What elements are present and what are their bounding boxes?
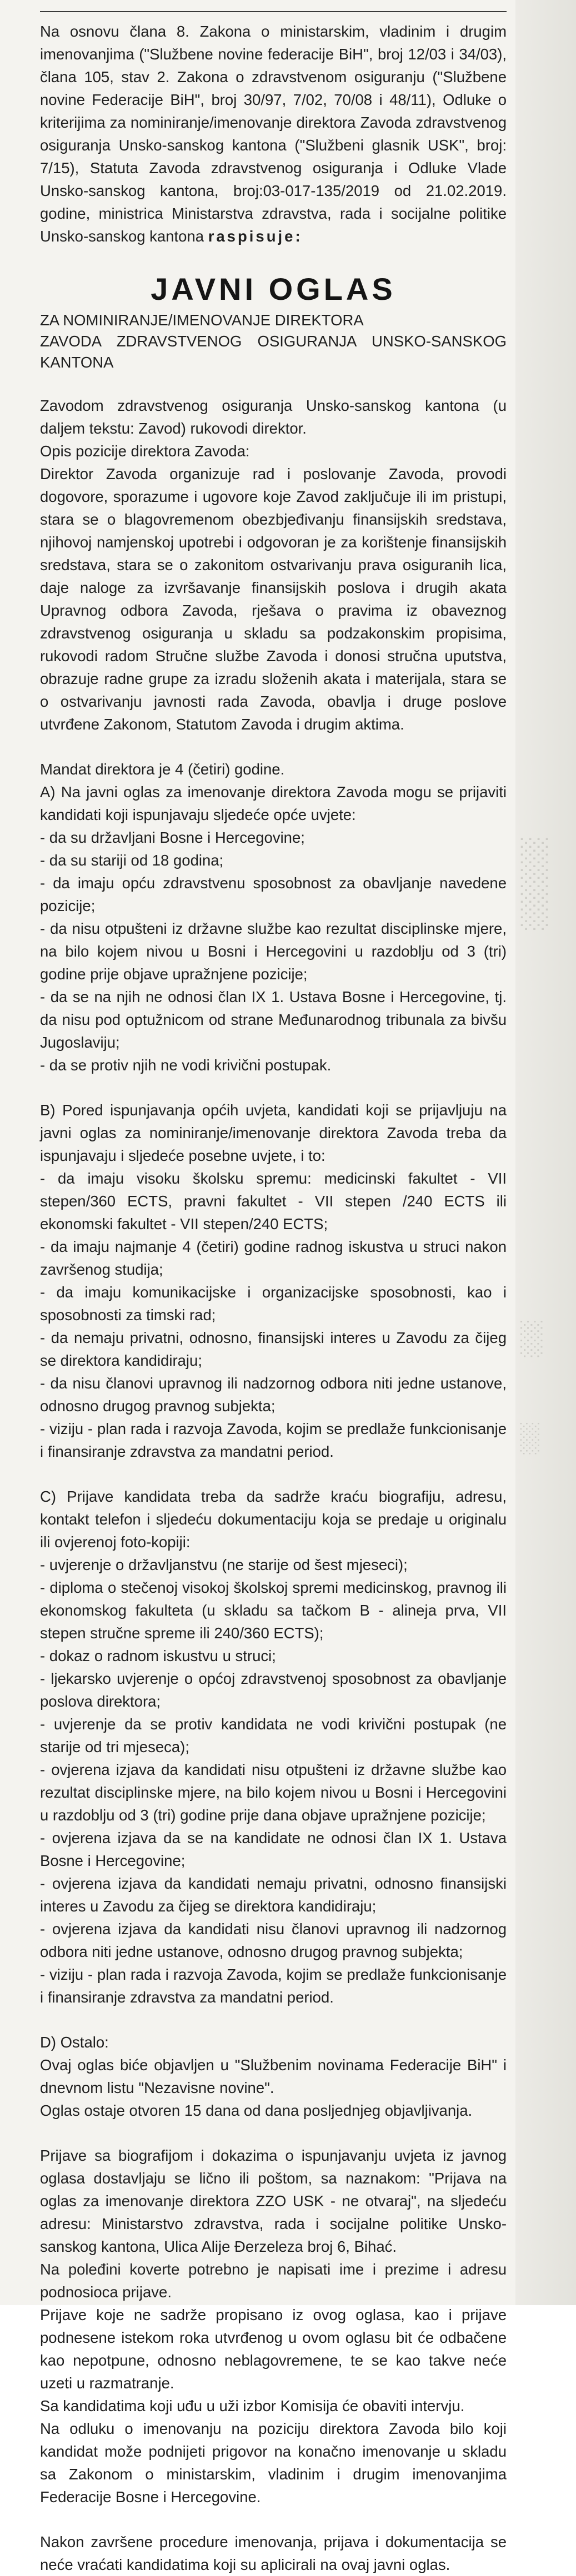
submission-block (40, 2144, 507, 2508)
notice-subtitle-1: ZA NOMINIRANJE/IMENOVANJE DIREKTORA (40, 311, 364, 329)
notice-subtitle-2: ZAVODA ZDRAVSTVENOG OSIGURANJA UNSKO-SANSKOG KANTONA (40, 333, 507, 371)
list-item: - da imaju visoku školsku spremu: medicinski fakultet - VII stepen/360 ECTS, pravni fakultet - VII stepen /240 ECTS ili ekonomski fakultet - VII stepen/240 ECTS; (40, 1170, 507, 1232)
list-item: - da imaju komunikacijske i organizacijske sposobnosti, kao i sposobnosti za timski rad; (40, 1284, 507, 1324)
section-c-heading: C) Prijave kandidata treba da sadrže kraću biografiju, adresu, kontakt telefon i sljedeću dokumentaciju koja se predaje u originalu ili ovjerenoj foto-kopiji: (40, 1488, 507, 1551)
list-item: - ovjerena izjava da kandidati nemaju privatni, odnosno finansijski interes u Zavodu za čijeg se direktora kandidiraju; (40, 1875, 507, 1915)
section-b-heading: B) Pored ispunjavanja općih uvjeta, kandidati koji se prijavljuju na javni oglas za nominiranje/imenovanje direktora Zavoda treba da ispunjavaju i sljedeće posebne uvjete, i to: (40, 1101, 507, 1164)
section-d (40, 2031, 507, 2122)
intro-verb: raspisuje: (208, 228, 303, 245)
top-rule (40, 11, 507, 12)
list-item: - uvjerenje da se protiv kandidata ne vodi krivični postupak (ne starije od tri mjeseca); (40, 1715, 507, 1755)
rejection-text: Prijave koje ne sadrže propisano iz ovog oglasa, kao i prijave podnesene istekom roka utvrđenog u ovom oglasu bit će odbačene kao nepotpune, odnosno neblagovremene, te se kao takve neće uzeti u razmatranje. (40, 2306, 507, 2392)
appeal-text: Na odluku o imenovanju na poziciju direktora Zavoda bilo koji kandidat može podnijeti prigovor na konačno imenovanje u skladu sa Zakonom o ministarskim, vladinim i drugim imenovanjima Federacije Bosne i Hercegovine. (40, 2420, 507, 2505)
section-a-list (40, 826, 507, 1076)
list-item: - ovjerena izjava da kandidati nisu otpušteni iz državne službe kao rezultat disciplinske mjere, na bilo kojem nivou u Bosni i Hercegovini u razdoblju od 3 (tri) godine prije dana objave upražnjene pozicije; (40, 1761, 507, 1824)
bleed-glyphs: ░ (519, 836, 548, 882)
interview-text: Sa kandidatima koji uđu u uži izbor Komisija će obaviti intervju. (40, 2397, 465, 2414)
position-block (40, 394, 507, 736)
list-item: - uvjerenje o državljanstvu (ne starije od šest mjeseci); (40, 1556, 408, 1573)
list-item: - da imaju najmanje 4 (četiri) godine radnog iskustva u struci nakon završenog studija; (40, 1238, 507, 1278)
bleed-glyphs: ░ (519, 1319, 543, 1356)
list-item: - da se protiv njih ne vodi krivični postupak. (40, 1056, 332, 1074)
section-c (40, 1485, 507, 2009)
section-d-heading: D) Ostalo: (40, 2034, 109, 2051)
list-item: - diploma o stečenoj visokoj školskoj spremi medicinskog, pravnog ili ekonomskog fakulteta (u skladu sa tačkom B - alineja prva, VII stepen stručne spreme ili 240/360 ECTS); (40, 1579, 507, 1642)
envelope-text: Na poleđini koverte potrebno je napisati ime i prezime i adresu podnosioca prijave. (40, 2261, 507, 2301)
list-item: - da nisu članovi upravnog ili nadzornog odbora niti jedne ustanove, odnosno drugog pravnog subjekta; (40, 1375, 507, 1415)
submission-address-text: Prijave sa biografijom i dokazima o ispunjavanju uvjeta iz javnog oglasa dostavljaju se lično ili poštom, sa naznakom: "Prijava na oglas za imenovanje direktora ZZO USK - ne otvaraj", na sljedeću adresu: Ministarstvo zdravstva, rada i socijalne politike Unsko-sanskog kantona, Ulica Alije Đerzeleza broj 6, Bihać. (40, 2147, 507, 2255)
list-item: - da su stariji od 18 godina; (40, 852, 224, 869)
section-b (40, 1099, 507, 1463)
section-c-list (40, 1553, 507, 2009)
list-item: - viziju - plan rada i razvoja Zavoda, kojim se predlaže funkcionisanje i finansiranje zdravstva za mandatni period. (40, 1420, 507, 1460)
description-text: Direktor Zavoda organizuje rad i poslovanje Zavoda, provodi dogovore, sporazume i ugovore koje Zavod zaključuje ili im pristupi, stara se o blagovremenom obezbjeđivanju finansijskih sredstava, njihovoj namjenskoj upotrebi i odgovoran je za korištenje finansijskih sredstava, stara se o zakonitom ostvarivanju prava osiguranih lica, daje naloge za izvršavanje finansijskih poslova i drugih akata Upravnog odbora Zavoda, rješava o pravima iz obaveznog zdravstvenog osiguranja u skladu sa podzakonskim propisima, rukovodi radom Stručne službe Zavoda i donosi stručna uputstva, obrazuje radne grupe za izradu složenih akata i materijala, stara se o ostvarivanju javnosti rada Zavoda, obavlja i druge poslove utvrđene Zakonom, Statutom Zavoda i drugim aktima. (40, 465, 507, 733)
notice-title: JAVNI OGLAS (151, 271, 396, 306)
list-item: - ovjerena izjava da se na kandidate ne odnosi član IX 1. Ustava Bosne i Hercegovine; (40, 1829, 507, 1869)
intro-text: Na osnovu člana 8. Zakona o ministarskim, vladinim i drugim imenovanjima ("Službene novine federacije BiH", broj 12/03 i 34/03), člana 105, stav 2. Zakona o zdravstvenom osiguranju ("Službene novine Federacije BiH", broj 30/97, 7/02, 70/08 i 48/11), Odluke o kriterijima za nominiranje/imenovanje direktora Zavoda zdravstvenog osiguranja Unsko-sanskog kantona ("Službeni glasnik USK", broj: 7/15), Statuta Zavoda zdravstvenog osiguranja i Odluke Vlade Unsko-sanskog kantona, broj:03-017-135/2019 od 21.02.2019. godine, ministrica Ministarstva zdravstva, rada i socijalne politike Unsko-sanskog kantona (40, 23, 507, 245)
adjacent-column-bleed (515, 0, 576, 2305)
deadline-text: Oglas ostaje otvoren 15 dana od dana posljednjeg objavljivanja. (40, 2102, 473, 2119)
section-b-list (40, 1167, 507, 1463)
list-item: - viziju - plan rada i razvoja Zavoda, kojim se predlaže funkcionisanje i finansiranje zdravstva za mandatni period. (40, 1966, 507, 2006)
list-item: - ovjerena izjava da kandidati nisu članovi upravnog ili nadzornog odbora niti jedne ustanove, odnosno drugog pravnog subjekta; (40, 1920, 507, 1960)
list-item: - da se na njih ne odnosi član IX 1. Ustava Bosne i Hercegovine, tj. da nisu pod optužnicom od strane Međunarodnog tribunala za bivšu Jugoslaviju; (40, 988, 507, 1051)
closing-text: Nakon završene procedure imenovanja, prijava i dokumentacija se neće vraćati kandidatima koji su aplicirali na ovaj javni oglas. (40, 2533, 507, 2573)
list-item: - ljekarsko uvjerenje o općoj zdravstvenoj sposobnost za obavljanje poslova direktora; (40, 1670, 507, 1710)
public-notice (40, 20, 507, 2576)
section-a-heading: A) Na javni oglas za imenovanje direktora Zavoda mogu se prijaviti kandidati koji ispunjavaju sljedeće opće uvjete: (40, 783, 507, 823)
list-item: - dokaz o radnom iskustvu u struci; (40, 1647, 276, 1664)
bleed-glyphs: ░ (519, 1422, 539, 1453)
bleed-glyphs: ░ (519, 883, 548, 929)
section-a (40, 781, 507, 1076)
mandate-text: Mandat direktora je 4 (četiri) godine. (40, 761, 285, 778)
description-label: Opis pozicije direktora Zavoda: (40, 442, 250, 460)
list-item: - da nisu otpušteni iz državne službe kao rezultat disciplinske mjere, na bilo kojem nivou u Bosni i Hercegovini u razdoblju od 3 (tri) godine prije objave upražnjene pozicije; (40, 920, 507, 983)
intro-paragraph (40, 20, 507, 248)
list-item: - da nemaju privatni, odnosno, finansijski interes u Zavodu za čijeg se direktora kandidiraju; (40, 1329, 507, 1369)
list-item: - da imaju opću zdravstvenu sposobnost za obavljanje navedene pozicije; (40, 874, 507, 914)
management-text: Zavodom zdravstvenog osiguranja Unsko-sanskog kantona (u daljem tekstu: Zavod) rukovodi direktor. (40, 397, 507, 437)
publication-text: Ovaj oglas biće objavljen u "Službenim novinama Federacije BiH" i dnevnom listu "Nezavisne novine". (40, 2056, 507, 2096)
list-item: - da su državljani Bosne i Hercegovine; (40, 829, 305, 846)
